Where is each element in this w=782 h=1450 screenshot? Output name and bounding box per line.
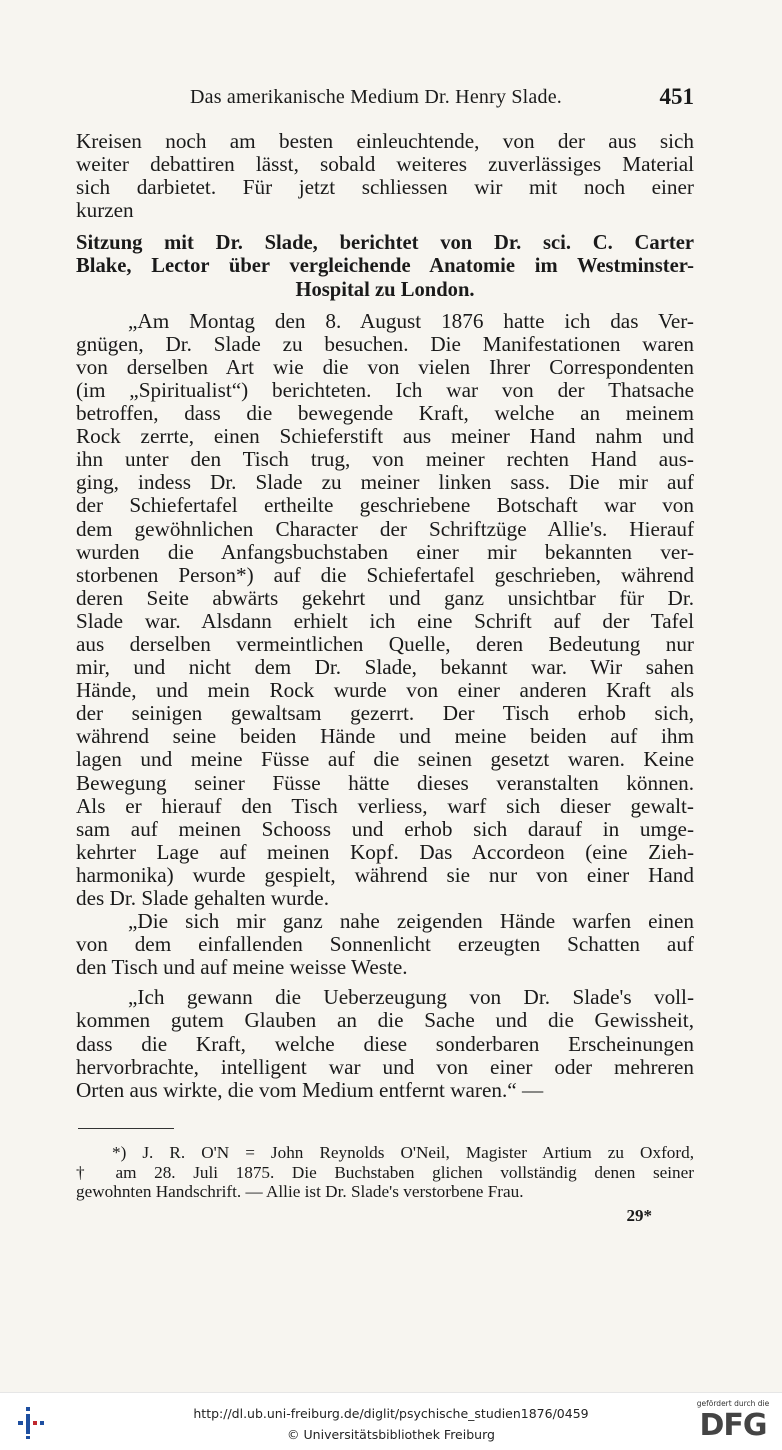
document-url-link[interactable]: http://dl.ub.uni-freiburg.de/diglit/psychische_studien1876/0459: [193, 1406, 589, 1421]
text-line: „Am Montag den 8. August 1876 hatte ich das Ver-: [128, 308, 694, 333]
footnote-line: *) J. R. O'N = John Reynolds O'Neil, Magister Artium zu Oxford,: [112, 1143, 694, 1162]
heading-line: Sitzung mit Dr. Slade, berichtet von Dr. sci. C. Carter: [76, 232, 694, 255]
running-header: [76, 84, 694, 114]
text-line: mir, und nicht dem Dr. Slade, bekannt war. Wir sahen: [76, 655, 694, 680]
paragraph-1: [76, 310, 694, 910]
running-title: Das amerikanische Medium Dr. Henry Slade.: [190, 86, 562, 108]
text-line: deren Seite abwärts gekehrt und ganz unsichtbar für Dr.: [76, 585, 694, 610]
footnote-divider: [78, 1128, 174, 1129]
text-line: hervorbrachte, intelligent war und von einer oder mehreren: [76, 1054, 694, 1079]
funding-note: gefördert durch die: [696, 1399, 770, 1408]
text-line: des Dr. Slade gehalten wurde.: [76, 886, 329, 910]
text-line: der Schiefertafel ertheilte geschriebene Botschaft war von: [76, 493, 694, 518]
text-line: der seinigen gewaltsam gezerrt. Der Tisch erhob sich,: [76, 701, 694, 726]
paragraph-2: [76, 910, 694, 979]
text-line: dass die Kraft, welche diese sonderbaren Erscheinungen: [76, 1031, 694, 1056]
text-line: aus derselben vermeintlichen Quelle, deren Bedeutung nur: [76, 631, 694, 656]
viewer-footer: [0, 1392, 782, 1450]
text-line: sich darbietet. Für jetzt schliessen wir mit noch einer: [76, 175, 694, 200]
text-line: storbenen Person*) auf die Schiefertafel geschrieben, während: [76, 562, 694, 587]
text-line: kommen gutem Glauben an die Sache und die Gewissheit,: [76, 1008, 694, 1033]
text-line: Rock zerrte, einen Schieferstift aus meiner Hand nahm und: [76, 424, 694, 449]
dfg-logo: DFG: [699, 1408, 767, 1443]
text-line: von derselben Art wie die von vielen Ihrer Correspondenten: [76, 354, 694, 379]
footnote-line: gewohnten Handschrift. — Allie ist Dr. Slade's verstorbene Frau.: [76, 1182, 524, 1201]
text-line: Hände, und mein Rock wurde von einer anderen Kraft als: [76, 678, 694, 703]
text-line: Orten aus wirkte, die vom Medium entfernt waren.“ —: [76, 1077, 544, 1102]
text-line: weiter debattiren lässt, sobald weiteres zuverlässiges Material: [76, 152, 694, 177]
text-line: ihn unter den Tisch trug, von meiner rechten Hand aus-: [76, 447, 694, 472]
text-line: während seine beiden Hände und meine beiden auf ihm: [76, 724, 694, 749]
text-line: ging, indess Dr. Slade zu meiner linken sass. Die mir auf: [76, 470, 694, 495]
page-number: 451: [659, 84, 694, 109]
text-line: dem gewöhnlichen Character der Schriftzüge Allie's. Hierauf: [76, 516, 694, 541]
text-line: wurden die Anfangsbuchstaben einer mir bekannten ver-: [76, 539, 694, 564]
text-line: Slade war. Alsdann erhielt ich eine Schrift auf der Tafel: [76, 608, 694, 633]
intro-paragraph: [76, 130, 694, 222]
text-line: von dem einfallenden Sonnenlicht erzeugten Schatten auf: [76, 932, 694, 957]
text-line: kurzen: [76, 198, 134, 223]
text-line: lagen und meine Füsse auf die seinen gesetzt waren. Keine: [76, 747, 694, 772]
signature-mark: 29*: [626, 1206, 652, 1225]
footnotes: [76, 1143, 694, 1202]
text-line: sam auf meinen Schooss und erhob sich darauf in umge-: [76, 816, 694, 841]
footnote-line: † am 28. Juli 1875. Die Buchstaben glichen vollständig denen seiner: [76, 1162, 694, 1182]
main-text: [76, 130, 694, 1102]
text-line: Bewegung seiner Füsse hätte dieses veranstalten können.: [76, 770, 694, 795]
copyright-notice: © Universitätsbibliothek Freiburg: [287, 1427, 495, 1442]
text-line: Als er hierauf den Tisch verliess, warf sich dieser gewalt-: [76, 793, 694, 818]
text-line: kehrter Lage auf meinen Kopf. Das Accordeon (eine Zieh-: [76, 839, 694, 864]
paragraph-3: [76, 986, 694, 1101]
text-line: Kreisen noch am besten einleuchtende, von der aus sich: [76, 129, 694, 153]
text-line: betroffen, dass die bewegende Kraft, welche an meinem: [76, 401, 694, 426]
text-line: gnügen, Dr. Slade zu besuchen. Die Manifestationen waren: [76, 331, 694, 356]
text-line: harmonika) wurde gespielt, während sie nur von einer Hand: [76, 862, 694, 887]
text-line: „Die sich mir ganz nahe zeigenden Hände warfen einen: [128, 909, 694, 934]
section-heading: [76, 232, 694, 301]
text-line: (im „Spiritualist“) berichteten. Ich war von der Thatsache: [76, 377, 694, 402]
heading-line: Hospital zu London.: [295, 278, 475, 301]
heading-line: Blake, Lector über vergleichende Anatomie im Westminster-: [76, 255, 694, 278]
text-line: „Ich gewann die Ueberzeugung von Dr. Slade's voll-: [128, 985, 694, 1010]
text-line: den Tisch und auf meine weisse Weste.: [76, 955, 408, 980]
